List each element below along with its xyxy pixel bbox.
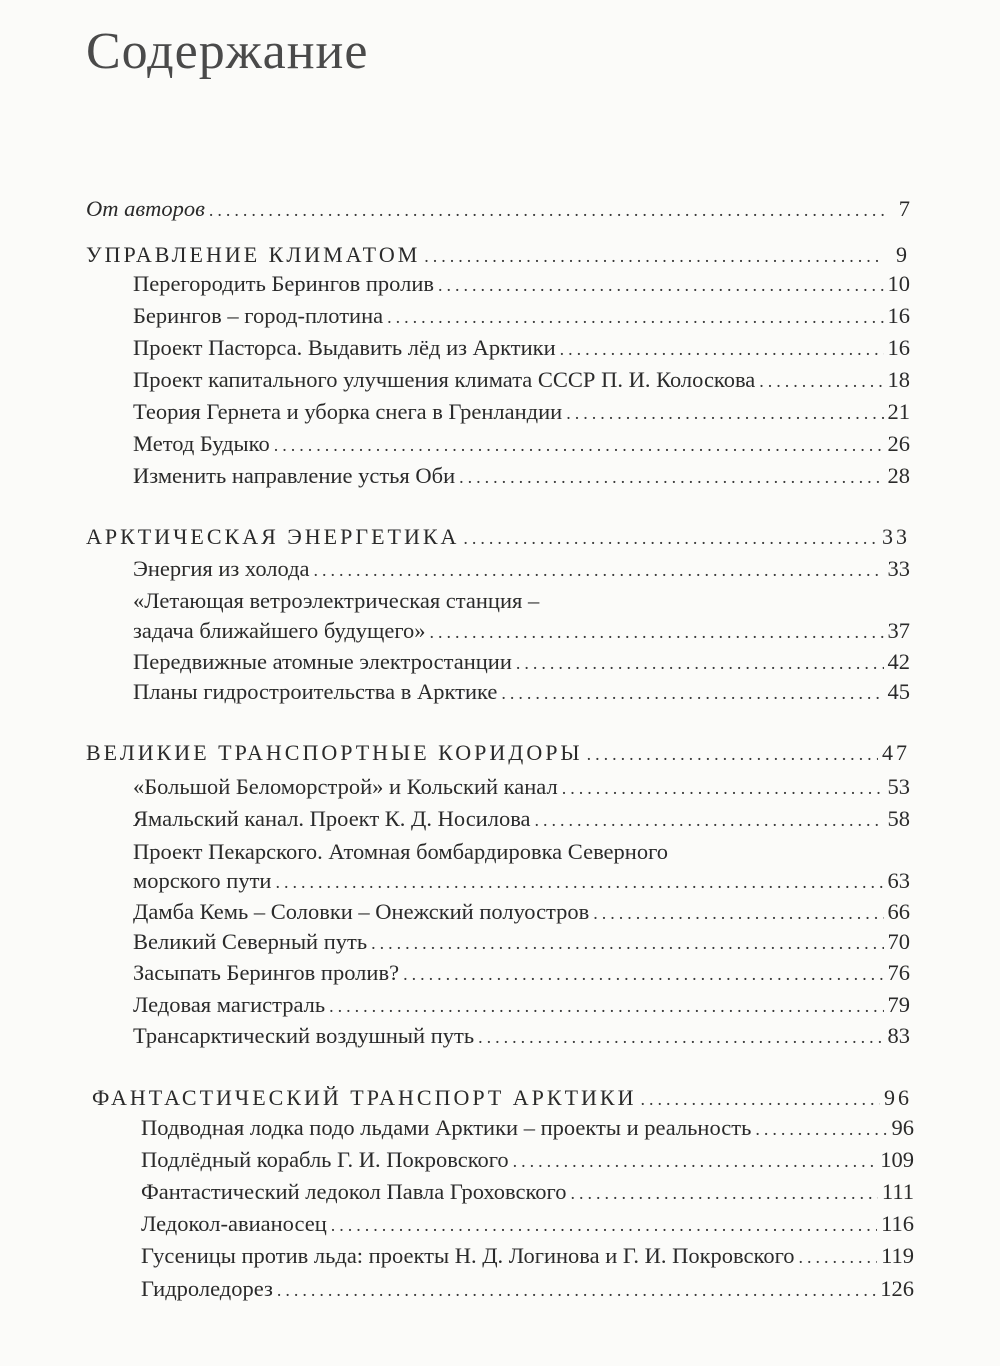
toc-item-page: 33 xyxy=(887,556,910,581)
toc-item xyxy=(133,365,910,396)
toc-item-page: 21 xyxy=(887,399,910,424)
toc-item xyxy=(133,897,910,928)
leader-dots xyxy=(387,302,883,332)
section-page: 96 xyxy=(884,1085,912,1110)
leader-dots xyxy=(275,867,883,897)
toc-item xyxy=(133,804,910,835)
toc-item xyxy=(133,772,910,803)
toc-item xyxy=(141,1274,914,1305)
leader-dots xyxy=(560,334,884,364)
toc-item xyxy=(133,461,910,492)
toc-item-label: Берингов – город-плотина xyxy=(133,303,384,328)
section-page: 33 xyxy=(882,524,910,549)
leader-dots xyxy=(331,1210,877,1240)
toc-item-page: 53 xyxy=(887,774,910,799)
toc-item-page: 96 xyxy=(891,1115,914,1140)
toc-item xyxy=(133,1021,910,1052)
section-page: 47 xyxy=(882,740,910,765)
toc-section-1 xyxy=(86,240,910,271)
toc-item xyxy=(133,866,910,897)
toc-item xyxy=(141,1113,914,1144)
leader-dots xyxy=(593,898,883,928)
toc-item-label: Засыпать Берингов пролив? xyxy=(133,960,400,985)
leader-dots xyxy=(209,195,884,225)
leader-dots xyxy=(587,739,878,769)
leader-dots xyxy=(329,991,883,1021)
toc-item-page: 37 xyxy=(887,618,910,643)
toc-item-label: задача ближайшего будущего» xyxy=(133,618,426,643)
toc-item-label: Перегородить Берингов пролив xyxy=(133,271,434,296)
toc-item-page: 116 xyxy=(881,1211,914,1236)
toc-item xyxy=(133,269,910,300)
toc-section-2 xyxy=(86,522,910,553)
leader-dots xyxy=(759,366,883,396)
toc-item-page: 28 xyxy=(887,463,910,488)
toc-item-page: 10 xyxy=(887,271,910,296)
toc-item xyxy=(133,301,910,332)
leader-dots xyxy=(403,959,883,989)
section-title: ВЕЛИКИЕ ТРАНСПОРТНЫЕ КОРИДОРЫ xyxy=(86,740,583,765)
toc-item-label-line1: Проект Пекарского. Атомная бомбардировка Северного xyxy=(133,839,669,864)
toc-section-3 xyxy=(86,738,910,769)
toc-item-page: 18 xyxy=(887,367,910,392)
toc-item-label: Энергия из холода xyxy=(133,556,310,581)
toc-item-label: Планы гидростроительства в Арктике xyxy=(133,679,498,704)
toc-item-page: 58 xyxy=(887,806,910,831)
toc-item-page: 109 xyxy=(880,1147,914,1172)
toc-item-label: Великий Северный путь xyxy=(133,929,368,954)
toc-item-page: 70 xyxy=(887,929,910,954)
leader-dots xyxy=(640,1084,880,1114)
leader-dots xyxy=(463,523,878,553)
toc-preface-label: От авторов xyxy=(86,196,205,221)
toc-item-label: Подлёдный корабль Г. И. Покровского xyxy=(141,1147,509,1172)
toc-item xyxy=(141,1177,914,1208)
toc-preface xyxy=(86,194,910,225)
toc-item-label: Теория Гернета и уборка снега в Гренландии xyxy=(133,399,563,424)
toc-item-label-line1: «Летающая ветроэлектрическая станция – xyxy=(133,588,540,613)
toc-item-page: 76 xyxy=(887,960,910,985)
toc-item-page: 45 xyxy=(887,679,910,704)
leader-dots xyxy=(424,241,884,271)
toc-item-label: Гусеницы против льда: проекты Н. Д. Логинова и Г. И. Покровского xyxy=(141,1243,795,1268)
leader-dots xyxy=(501,678,883,708)
toc-item-page: 83 xyxy=(887,1023,910,1048)
leader-dots xyxy=(535,805,884,835)
toc-item-label: Трансарктический воздушный путь xyxy=(133,1023,475,1048)
toc-preface-page: 7 xyxy=(898,196,910,221)
toc-item-page: 111 xyxy=(881,1179,914,1204)
toc-item-page: 42 xyxy=(887,649,910,674)
leader-dots xyxy=(371,928,883,958)
toc-item xyxy=(133,333,910,364)
leader-dots xyxy=(478,1022,883,1052)
toc-item-label: Проект капитального улучшения климата СССР П. И. Колоскова xyxy=(133,367,756,392)
toc-item-page: 79 xyxy=(887,992,910,1017)
leader-dots xyxy=(459,462,883,492)
toc-item-page: 26 xyxy=(887,431,910,456)
toc-item-label: морского пути xyxy=(133,868,272,893)
leader-dots xyxy=(277,1275,876,1305)
leader-dots xyxy=(516,648,884,678)
toc-item-label: Подводная лодка подо льдами Арктики – проекты и реальность xyxy=(141,1115,752,1140)
toc-item xyxy=(133,958,910,989)
leader-dots xyxy=(274,430,884,460)
toc-item xyxy=(133,647,910,678)
toc-item-label: Ямальский канал. Проект К. Д. Носилова xyxy=(133,806,531,831)
leader-dots xyxy=(314,555,884,585)
toc-item xyxy=(133,554,910,585)
toc-item xyxy=(133,616,910,647)
toc-item-label: Фантастический ледокол Павла Гроховского xyxy=(141,1179,567,1204)
toc-item xyxy=(141,1241,914,1272)
page-title: Содержание xyxy=(86,23,369,80)
section-title: ФАНТАСТИЧЕСКИЙ ТРАНСПОРТ АРКТИКИ xyxy=(92,1085,637,1110)
leader-dots xyxy=(799,1242,878,1272)
toc-item-label: Дамба Кемь – Соловки – Онежский полуостров xyxy=(133,899,590,924)
toc-item-page: 63 xyxy=(887,868,910,893)
leader-dots xyxy=(755,1114,887,1144)
toc-item-page: 16 xyxy=(887,303,910,328)
toc-item-label: Передвижные атомные электростанции xyxy=(133,649,512,674)
leader-dots xyxy=(566,398,883,428)
leader-dots xyxy=(513,1146,877,1176)
toc-item xyxy=(133,397,910,428)
section-title: УПРАВЛЕНИЕ КЛИМАТОМ xyxy=(86,242,421,267)
leader-dots xyxy=(438,270,884,300)
toc-item xyxy=(141,1209,914,1240)
toc-item-label: Проект Пасторса. Выдавить лёд из Арктики xyxy=(133,335,556,360)
toc-section-4 xyxy=(92,1083,912,1114)
toc-item-page: 16 xyxy=(887,335,910,360)
toc-item xyxy=(141,1145,914,1176)
toc-item-label: «Большой Беломорстрой» и Кольский канал xyxy=(133,774,558,799)
toc-item-page: 119 xyxy=(881,1243,914,1268)
toc-item xyxy=(133,990,910,1021)
toc-item xyxy=(133,927,910,958)
leader-dots xyxy=(562,773,884,803)
toc-item xyxy=(133,677,910,708)
toc-item-label: Ледокол-авианосец xyxy=(141,1211,327,1236)
toc-item-label: Метод Будыко xyxy=(133,431,270,456)
toc-item-label: Ледовая магистраль xyxy=(133,992,326,1017)
toc-item xyxy=(133,429,910,460)
toc-item-label: Гидроледорез xyxy=(141,1276,273,1301)
toc-item-page: 126 xyxy=(880,1276,914,1301)
section-page: 9 xyxy=(896,242,910,267)
toc-item-label: Изменить направление устья Оби xyxy=(133,463,456,488)
toc-item-page: 66 xyxy=(887,899,910,924)
section-title: АРКТИЧЕСКАЯ ЭНЕРГЕТИКА xyxy=(86,524,460,549)
leader-dots xyxy=(430,617,884,647)
leader-dots xyxy=(570,1178,877,1208)
